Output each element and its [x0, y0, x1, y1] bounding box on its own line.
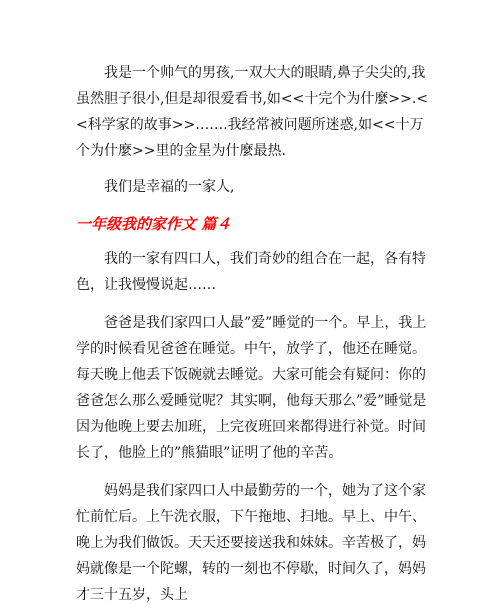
paragraph-family-text: 我们是幸福的一家人,: [104, 179, 235, 195]
paragraph-father: [76, 310, 432, 466]
paragraph-intro-text: 我是一个帅气的男孩,一双大大的眼睛,鼻子尖尖的,我虽然胆子很小,但是却很爱看书,如<<十完个为什麼>>.<<科学家的故事>>…….我经常被问题所迷惑,如<<十万个为什麼>>里的金星为什麼最热.: [76, 65, 429, 159]
paragraph-four-members-text: 我的一家有四口人，我们奇妙的组合在一起，各有特色，让我慢慢说起……: [76, 251, 426, 293]
paragraph-father-text: 爸爸是我们家四口人最”爱”睡觉的一个。早上，我上学的时候看见爸爸在睡觉。中午，放学了，他还在睡觉。每天晚上他丢下饭碗就去睡觉。大家可能会有疑问：你的爸爸怎么那么爱睡觉呢？其实啊，他每天那么”爱”睡觉是因为他晚上要去加班，上完夜班回来都得进行补觉。时间长了，他脸上的”熊猫眼”证明了他的辛苦。: [76, 315, 427, 461]
section-heading: 一年级我的家作文 篇４: [76, 215, 232, 233]
paragraph-four-members: [76, 246, 432, 298]
paragraph-mother: [76, 478, 432, 608]
paragraph-family: [76, 174, 432, 200]
paragraph-mother-text: 妈妈是我们家四口人中最勤劳的一个，她为了这个家忙前忙后。上午洗衣服，下午拖地、扫地。早上、中午、晚上为我们做饭。天天还要接送我和妹妹。辛苦极了，妈妈就像是一个陀螺，转的一刻也不停歇，时间久了，妈妈才三十五岁，头上: [76, 483, 426, 603]
paragraph-intro: [76, 60, 432, 164]
